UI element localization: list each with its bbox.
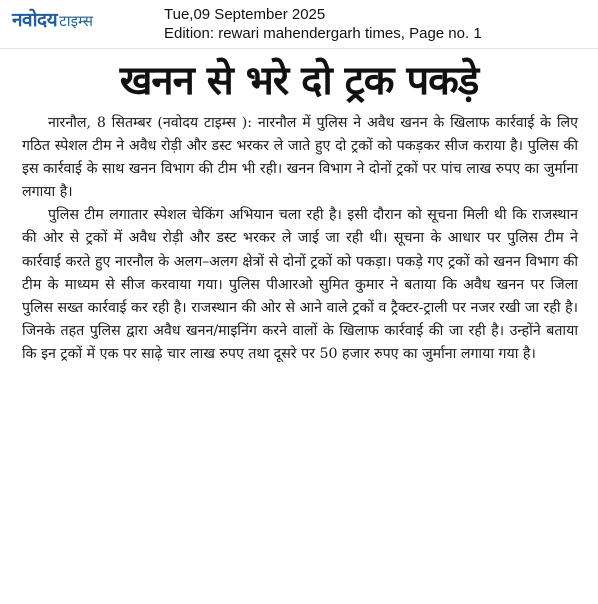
newspaper-logo: [12, 9, 93, 32]
header-divider: [0, 48, 598, 49]
edition-meta: [164, 5, 482, 43]
edition-info: Edition: rewari mahendergarh times, Page no. 1: [164, 25, 482, 42]
page-header: [0, 0, 598, 46]
article-body: [22, 112, 578, 366]
article-paragraph: पुलिस टीम लगातार स्पेशल चेकिंग अभियान चला रही है। इसी दौरान को सूचना मिली थी कि राजस्थान की ओर से ट्रकों में अवैध रोड़ी और डस्ट भरकर ले जाई जा रही थी। सूचना के आधार पर पुलिस टीम ने कार्रवाई करते हुए नारनौल के अलग–अलग क्षेत्रों से दोनों ट्रकों को पकड़ा। पकड़े गए ट्रकों को खनन विभाग की टीम के माध्यम से सीज करवाया गया। पुलिस पीआरओ सुमित कुमार ने बताया कि अवैध खनन पर जिला पुलिस सख्त कार्रवाई कर रही है। राजस्थान की ओर से आने वाले ट्रकों व ट्रैक्टर-ट्राली पर नजर रखी जा रही है। जिनके तहत पुलिस द्वारा अवैध खनन/माइनिंग करने वालों के खिलाफ कार्रवाई की जा रही है। उन्होंने बताया कि इन ट्रकों में एक पर साढ़े चार लाख रुपए तथा दूसरे पर 50 हजार रुपए का जुर्माना लगाया गया है।: [22, 207, 578, 362]
publication-date: Tue,09 September 2025: [164, 6, 326, 23]
logo-sub-text: टाइम्स: [59, 12, 93, 30]
article-headline: खनन से भरे दो ट्रक पकड़े: [119, 58, 479, 104]
logo-main-text: नवोदय: [12, 9, 58, 31]
article-paragraph: नारनौल, 8 सितम्बर (नवोदय टाइम्स ): नारनौल में पुलिस ने अवैध खनन के खिलाफ कार्रवाई के लिए गठित स्पेशल टीम ने अवैध रोड़ी और डस्ट भरकर ले जाते हुए दो ट्रकों को पकड़कर सीज कराया है। पुलिस की इस कार्रवाई के साथ खनन विभाग की टीम भी रही। खनन विभाग ने दोनों ट्रकों पर पांच लाख रुपए का जुर्माना लगाया है।: [22, 115, 578, 201]
